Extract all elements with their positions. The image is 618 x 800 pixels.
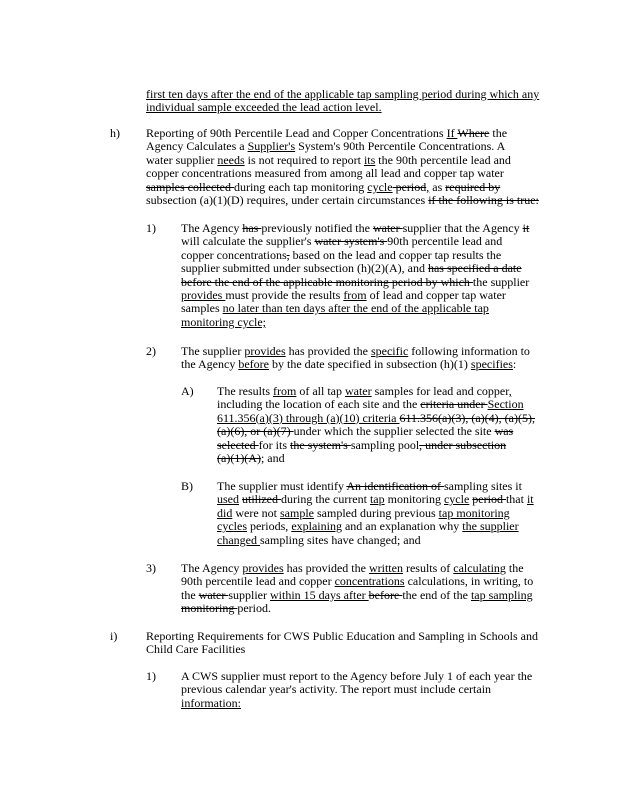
item-h2b-label: B) <box>181 479 193 493</box>
item-h2b-text: The supplier must identify An identification of sampling sites it used utilized during the current tap monitoring cycle period that it did were not sample sampled during previous tap monitoring cycles periods, explaining and an explanation why the supplier changed sampling sites have changed; and <box>217 479 534 547</box>
item-h2a-text: The results from of all tap water samples for lead and copper, including the location of each site and the criteria under Section 611.356(a)(3) through (a)(10) criteria 611.356(a)(3), (a)(4), (a)(5), (a)(6), or (a)(7) under which the supplier selected the site was selected for its the system's sampling pool, under subsection (a)(1)(A); and <box>217 384 535 466</box>
item-h2a-label: A) <box>181 384 194 398</box>
item-h2-text: The supplier provides has provided the specific following information to the Agency before by the date specified in subsection (h)(1) specifies: <box>181 344 530 372</box>
section-i-label: i) <box>110 629 118 643</box>
item-h3-label: 3) <box>146 561 156 575</box>
item-h2-label: 2) <box>146 344 156 358</box>
section-i-text: Reporting Requirements for CWS Public Education and Sampling in Schools and Child Care Facilities <box>146 629 538 657</box>
item-h1-label: 1) <box>146 221 156 235</box>
item-h3-text: The Agency provides has provided the written results of calculating the 90th percentile lead and copper concentrations calculations, in writing, to the water supplier within 15 days after before the end of the tap sampling monitoring period. <box>181 561 534 616</box>
intro-line-2: individual sample exceeded the lead action level. <box>146 100 382 115</box>
item-h1-text: The Agency has previously notified the water supplier that the Agency it will calculate the supplier's water system's 90th percentile lead and copper concentrations, based on the lead and copper tap results the supplier submitted under subsection (h)(2)(A), and has specified a date before the end of the applicable monitoring period by which the supplier provides must provide the results from of lead and copper tap water samples no later than ten days after the end of the applicable tap monitoring cycle; <box>181 221 530 329</box>
intro-line-1: first ten days after the end of the applicable tap sampling period during which any <box>146 87 540 101</box>
intro-continuation <box>146 88 539 115</box>
item-i1-label: 1) <box>146 669 156 683</box>
item-i1-text: A CWS supplier must report to the Agency before July 1 of each year the previous calendar year's activity. The report must include certain information: <box>181 669 533 710</box>
section-h-label: h) <box>110 126 120 140</box>
section-h-text: Reporting of 90th Percentile Lead and Copper Concentrations If Where the Agency Calculates a Supplier's System's 90th Percentile Concentrations. A water supplier needs is not required to report its the 90th percentile lead and copper concentrations measured from among all lead and copper tap water samples collected during each tap monitoring cycle period, as required by subsection (a)(1)(D) requires, under certain circumstances if the following is true: <box>146 126 539 208</box>
